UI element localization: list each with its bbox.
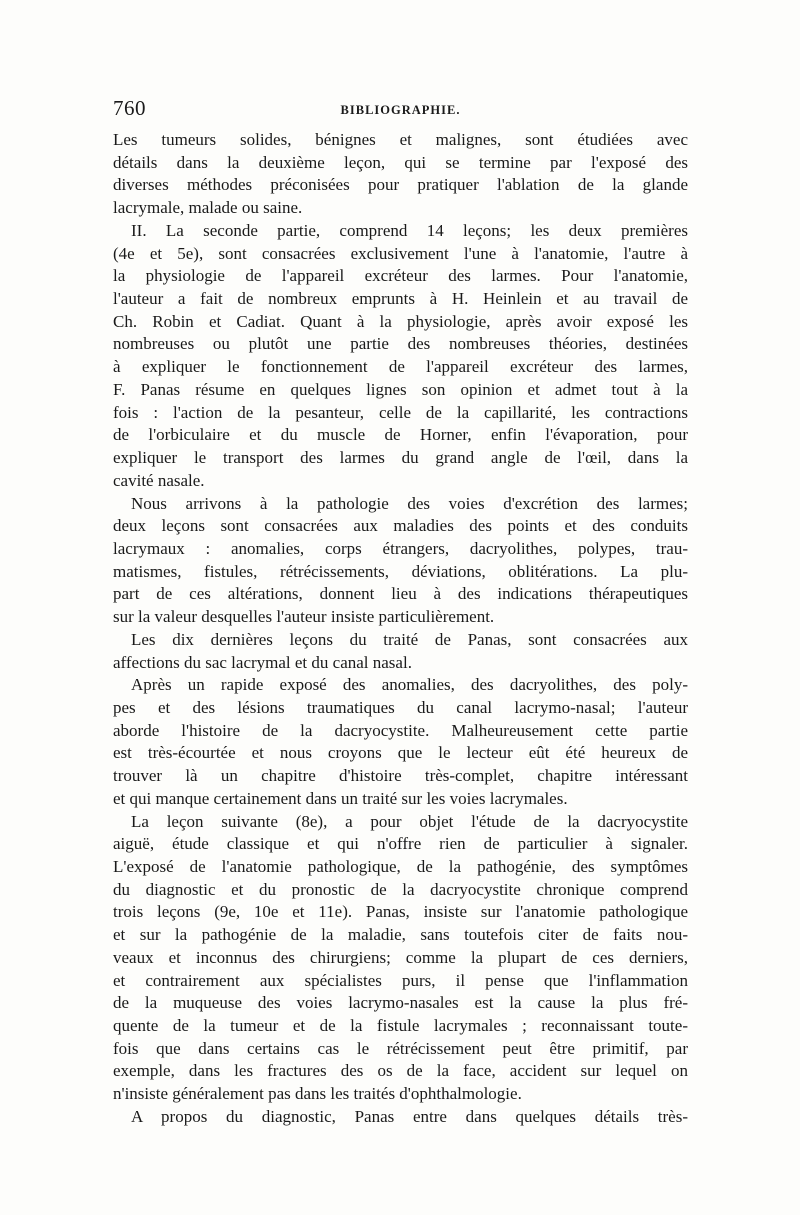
text-line: quente de la tumeur et de la fistule lacrymales ; reconnaissant toute- bbox=[113, 1016, 688, 1036]
text-line: Nous arrivons à la pathologie des voies d'excrétion des larmes; bbox=[131, 493, 688, 513]
text-line: trouver là un chapitre d'histoire très-complet, chapitre intéressant bbox=[113, 766, 688, 786]
text-line: est très-écourtée et nous croyons que le lecteur eût été heureux de bbox=[113, 743, 688, 763]
text-line: (4e et 5e), sont consacrées exclusivement l'une à l'anatomie, l'autre à bbox=[113, 243, 688, 263]
text-line: et contrairement aux spécialistes purs, il pense que l'inflammation bbox=[113, 970, 688, 990]
text-line: A propos du diagnostic, Panas entre dans quelques détails très- bbox=[131, 1106, 688, 1126]
text-line: F. Panas résume en quelques lignes son opinion et admet tout à la bbox=[113, 379, 688, 399]
text-line: l'auteur a fait de nombreux emprunts à H. Heinlein et au travail de bbox=[113, 289, 688, 309]
text-line: La leçon suivante (8e), a pour objet l'étude de la dacryocystite bbox=[131, 811, 688, 831]
text-line: aiguë, étude classique et qui n'offre rien de particulier à signaler. bbox=[113, 834, 688, 854]
body-text bbox=[113, 129, 688, 1129]
text-line: n'insiste généralement pas dans les traités d'ophthalmologie. bbox=[113, 1084, 522, 1104]
text-line: deux leçons sont consacrées aux maladies des points et des conduits bbox=[113, 516, 688, 536]
text-line: détails dans la deuxième leçon, qui se termine par l'exposé des bbox=[113, 152, 688, 172]
text-line: aborde l'histoire de la dacryocystite. Malheureusement cette partie bbox=[113, 720, 688, 740]
page-header bbox=[113, 96, 688, 122]
text-line: expliquer le transport des larmes du grand angle de l'œil, dans la bbox=[113, 448, 688, 468]
text-line: Les dix dernières leçons du traité de Panas, sont consacrées aux bbox=[131, 629, 688, 649]
text-line: à expliquer le fonctionnement de l'appareil excréteur des larmes, bbox=[113, 357, 688, 377]
text-line: cavité nasale. bbox=[113, 470, 205, 490]
text-line: la physiologie de l'appareil excréteur des larmes. Pour l'anatomie, bbox=[113, 266, 688, 286]
text-line: Après un rapide exposé des anomalies, des dacryolithes, des poly- bbox=[131, 675, 688, 695]
text-line: II. La seconde partie, comprend 14 leçons; les deux premières bbox=[131, 220, 688, 240]
text-line: matismes, fistules, rétrécissements, déviations, oblitérations. La plu- bbox=[113, 561, 688, 581]
text-line: fois : l'action de la pesanteur, celle de la capillarité, les contractions bbox=[113, 402, 688, 422]
text-line: veaux et inconnus des chirurgiens; comme la plupart de ces derniers, bbox=[113, 947, 688, 967]
text-line: sur la valeur desquelles l'auteur insiste particulièrement. bbox=[113, 607, 495, 627]
text-line: et sur la pathogénie de la maladie, sans toutefois citer de faits nou- bbox=[113, 925, 688, 945]
text-line: et qui manque certainement dans un traité sur les voies lacrymales. bbox=[113, 788, 568, 808]
text-line: Les tumeurs solides, bénignes et malignes, sont étudiées avec bbox=[113, 130, 688, 149]
text-line: fois que dans certains cas le rétrécissement peut être primitif, par bbox=[113, 1038, 688, 1058]
text-line: lacrymaux : anomalies, corps étrangers, dacryolithes, polypes, trau- bbox=[113, 538, 688, 558]
text-line: de l'orbiculaire et du muscle de Horner, enfin l'évaporation, pour bbox=[113, 425, 688, 445]
text-line: affections du sac lacrymal et du canal nasal. bbox=[113, 652, 412, 672]
text-line: lacrymale, malade ou saine. bbox=[113, 198, 303, 218]
text-line: diverses méthodes préconisées pour pratiquer l'ablation de la glande bbox=[113, 175, 688, 195]
text-line: nombreuses ou plutôt une partie des nombreuses théories, destinées bbox=[113, 334, 688, 354]
text-line: pes et des lésions traumatiques du canal lacrymo-nasal; l'auteur bbox=[113, 697, 688, 717]
text-line: L'exposé de l'anatomie pathologique, de la pathogénie, des symptômes bbox=[113, 857, 688, 876]
text-line: part de ces altérations, donnent lieu à des indications thérapeutiques bbox=[113, 584, 688, 604]
page-number: 760 bbox=[113, 96, 146, 120]
text-line: trois leçons (9e, 10e et 11e). Panas, insiste sur l'anatomie pathologique bbox=[113, 902, 688, 922]
text-line: du diagnostic et du pronostic de la dacryocystite chronique comprend bbox=[113, 879, 688, 899]
text-line: exemple, dans les fractures des os de la face, accident sur lequel on bbox=[113, 1061, 688, 1081]
text-line: Ch. Robin et Cadiat. Quant à la physiologie, après avoir exposé les bbox=[113, 311, 688, 331]
running-head: BIBLIOGRAPHIE. bbox=[340, 103, 461, 117]
text-line: de la muqueuse des voies lacrymo-nasales est la cause la plus fré- bbox=[113, 993, 688, 1013]
